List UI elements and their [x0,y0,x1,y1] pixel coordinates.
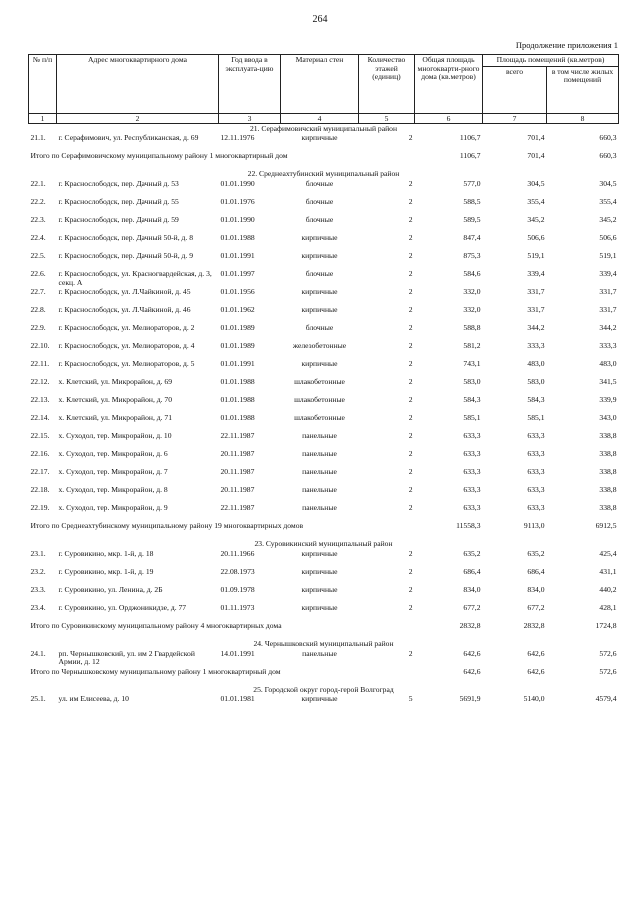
cell-all-area: 642,6 [527,648,545,658]
cell-material: шлакобетонные [294,413,345,423]
cell-residential-area: 572,6 [599,648,617,658]
cell-year: 01.01.1988 [220,377,255,387]
cell-residential-area: 344,2 [599,323,617,333]
cell-floors: 2 [408,359,413,369]
cell-all-area: 339,4 [527,269,545,279]
cell-residential-area: 572,6 [599,666,617,676]
cell-material: блочные [305,269,334,279]
cell-total-area: 332,0 [463,287,481,297]
cell-address: г. Краснослободск, ул. Мелиораторов, д. 4 [58,341,195,351]
cell-material: кирпичные [301,566,338,576]
table-row [29,216,619,234]
table-row [29,378,619,396]
cell-num: 22.12. [30,377,50,387]
cell-material: железобетонные [292,341,347,351]
cell-total-area: 633,3 [463,503,481,513]
cell-all-area: 686,4 [527,566,545,576]
cell-year: 20.11.1966 [220,548,255,558]
cell-year: 01.01.1990 [220,215,255,225]
header-residential: в том числе жилых помещений [547,66,619,113]
cell-residential-area: 331,7 [599,287,617,297]
cell-num: 22.2. [30,197,46,207]
cell-residential-area: 338,8 [599,485,617,495]
table-row [29,306,619,324]
cell-residential-area: 304,5 [599,179,617,189]
cell-floors: 2 [408,179,413,189]
table-row [29,432,619,450]
cell-residential-area: 660,3 [599,133,617,143]
cell-year: 12.11.1976 [220,133,255,143]
cell-material: панельные [302,485,337,495]
cell-year: 01.01.1976 [220,197,255,207]
cell-address: г. Краснослободск, ул. Мелиораторов, д. 5 [58,359,195,369]
cell-num: 22.14. [30,413,50,423]
cell-floors: 2 [408,305,413,315]
cell-num: 21.1. [30,133,46,143]
table-row [29,180,619,198]
cell-floors: 2 [408,215,413,225]
cell-floors: 2 [408,413,413,423]
cell-num: 22.11. [30,359,50,369]
cell-all-area: 834,0 [527,584,545,594]
district-heading: 21. Серафимовичский муниципальный район [249,123,398,133]
cell-total-area: 635,2 [463,548,481,558]
header-address: Адрес многоквартирного дома [57,55,219,114]
table-row [29,134,619,152]
cell-material: кирпичные [301,694,338,704]
cell-all-area: 345,2 [527,215,545,225]
page-number: 264 [312,14,328,25]
cell-total-area: 633,3 [463,431,481,441]
cell-year: 01.01.1990 [220,179,255,189]
table-row [29,270,619,288]
cell-year: 01.01.1997 [220,269,255,279]
cell-all-area: 701,4 [527,133,545,143]
table-row [29,324,619,342]
cell-all-area: 701,4 [527,151,545,161]
cell-num: 23.4. [30,602,46,612]
cell-address: х. Суходол, тер. Микрорайон, д. 7 [58,467,168,477]
cell-num: 22.18. [30,485,50,495]
cell-num: 22.19. [30,503,50,513]
cell-total-area: 5691,9 [459,694,481,704]
cell-year: 01.11.1973 [220,602,255,612]
table-row [29,234,619,252]
cell-residential-area: 338,8 [599,467,617,477]
subtotal-row [29,522,619,539]
cell-total-area: 577,0 [463,179,481,189]
table-row [29,486,619,504]
cell-address: х. Суходол, тер. Микрорайон, д. 6 [58,449,168,459]
cell-floors: 2 [408,251,413,261]
cell-num: 22.17. [30,467,50,477]
col-number: 1 [29,113,57,123]
cell-floors: 2 [408,449,413,459]
header-premises-area: Площадь помещений (кв.метров) [483,55,619,67]
cell-material: панельные [302,449,337,459]
cell-floors: 2 [408,584,413,594]
cell-material: блочные [305,197,334,207]
col-number: 7 [483,113,547,123]
cell-year: 22.11.1987 [220,503,255,513]
cell-all-area: 677,2 [527,602,545,612]
cell-address: г. Суровикино, ул. Ленина, д. 2Б [58,584,163,594]
table-row [29,396,619,414]
col-number: 4 [281,113,359,123]
cell-total-area: 11558,3 [456,521,481,531]
cell-num: 23.1. [30,548,46,558]
cell-all-area: 483,0 [527,359,545,369]
cell-material: блочные [305,323,334,333]
subtotal-label: Итого по Среднеахтубинскому муниципальному району 19 многоквартирных домов [30,521,304,531]
cell-address: г. Краснослободск, ул. Л.Чайкиной, д. 46 [58,305,191,315]
cell-total-area: 677,2 [463,602,481,612]
cell-address: г. Суровикино, мкр. 1-й, д. 18 [58,548,154,558]
cell-total-area: 642,6 [463,666,481,676]
cell-residential-area: 345,2 [599,215,617,225]
cell-year: 01.01.1989 [220,323,255,333]
cell-all-area: 633,3 [527,467,545,477]
cell-address: х. Суходол, тер. Микрорайон, д. 10 [58,431,172,441]
table-body [29,123,619,713]
cell-year: 22.11.1987 [220,431,255,441]
cell-address: г. Краснослободск, ул. Красногвардейская, д. 3, секц. А [58,269,212,287]
cell-material: кирпичные [301,359,338,369]
header-material: Материал стен [281,55,359,114]
cell-num: 25.1. [30,694,46,704]
cell-residential-area: 338,8 [599,431,617,441]
cell-year: 20.11.1987 [220,449,255,459]
table-row [29,604,619,622]
cell-address: г. Краснослободск, пер. Дачный д. 53 [58,179,179,189]
cell-material: кирпичные [301,602,338,612]
cell-material: панельные [302,503,337,513]
header-num: № п/п [29,55,57,114]
cell-material: кирпичные [301,233,338,243]
cell-material: кирпичные [301,584,338,594]
cell-floors: 2 [408,133,413,143]
cell-all-area: 584,3 [527,395,545,405]
cell-floors [359,522,415,539]
cell-residential-area: 339,9 [599,395,617,405]
cell-floors [359,668,415,685]
cell-address: г. Краснослободск, ул. Мелиораторов, д. 2 [58,323,195,333]
district-heading: 23. Суровикинский муниципальный район [254,539,393,549]
cell-year: 01.01.1962 [220,305,255,315]
cell-total-area: 633,3 [463,485,481,495]
cell-residential-area: 428,1 [599,602,617,612]
cell-material: кирпичные [301,548,338,558]
cell-year: 01.01.1988 [220,395,255,405]
cell-all-area: 633,3 [527,485,545,495]
cell-total-area: 581,2 [463,341,481,351]
cell-address: рп. Чернышковский, ул. им 2 Гвардейской Армии, д. 12 [58,648,195,667]
district-heading-row [29,639,619,650]
cell-material: блочные [305,215,334,225]
table-row [29,504,619,522]
cell-material: кирпичные [301,251,338,261]
cell-total-area: 589,5 [463,215,481,225]
cell-floors: 2 [408,431,413,441]
cell-material: шлакобетонные [294,395,345,405]
subtotal-label: Итого по Чернышковскому муниципальному району 1 многоквартирный дом [30,666,281,676]
cell-all-area: 344,2 [527,323,545,333]
cell-material: панельные [302,467,337,477]
cell-year: 14.01.1991 [220,648,255,658]
table-row [29,252,619,270]
housing-table [28,54,619,713]
cell-residential-area: 331,7 [599,305,617,315]
cell-all-area: 633,3 [527,449,545,459]
cell-material: блочные [305,179,334,189]
cell-total-area: 847,4 [463,233,481,243]
cell-residential-area: 6912,5 [595,521,617,531]
cell-total-area: 588,8 [463,323,481,333]
cell-all-area: 633,3 [527,503,545,513]
cell-residential-area: 425,4 [599,548,617,558]
header-total-area: Общая площадь многокварти-рного дома (кв.метров) [415,55,483,114]
cell-all-area: 355,4 [527,197,545,207]
cell-total-area: 332,0 [463,305,481,315]
cell-address: г. Краснослободск, пер. Дачный д. 55 [58,197,179,207]
cell-total-area: 585,1 [463,413,481,423]
cell-address: х. Клетский, ул. Микрорайон, д. 69 [58,377,173,387]
cell-floors: 2 [408,602,413,612]
cell-total-area: 875,3 [463,251,481,261]
cell-num: 23.3. [30,584,46,594]
cell-all-area: 519,1 [527,251,545,261]
cell-residential-area: 343,0 [599,413,617,423]
cell-address: г. Краснослободск, ул. Л.Чайкиной, д. 45 [58,287,191,297]
cell-floors: 2 [408,341,413,351]
col-number: 6 [415,113,483,123]
cell-total-area: 743,1 [463,359,481,369]
cell-floors: 2 [408,548,413,558]
table-row [29,550,619,568]
cell-residential-area: 338,8 [599,449,617,459]
table-row [29,450,619,468]
cell-material: кирпичные [301,133,338,143]
cell-year: 01.01.1988 [220,233,255,243]
cell-year: 01.09.1978 [220,584,255,594]
cell-num: 22.10. [30,341,50,351]
cell-num: 23.2. [30,566,46,576]
table-row [29,650,619,668]
cell-floors: 2 [408,197,413,207]
col-number: 3 [219,113,281,123]
cell-all-area: 5140,0 [523,694,545,704]
cell-year: 01.01.1991 [220,251,255,261]
cell-total-area: 584,3 [463,395,481,405]
col-number: 2 [57,113,219,123]
cell-floors: 2 [408,467,413,477]
subtotal-row [29,152,619,169]
cell-floors: 2 [408,566,413,576]
col-number: 8 [547,113,619,123]
cell-residential-area: 338,8 [599,503,617,513]
cell-num: 22.1. [30,179,46,189]
cell-floors: 2 [408,503,413,513]
cell-floors: 2 [408,485,413,495]
continuation-note: Продолжение приложения 1 [515,40,618,50]
table-row [29,414,619,432]
cell-material: шлакобетонные [294,377,345,387]
cell-floors: 2 [408,395,413,405]
district-heading: 24. Чернышковский муниципальный район [253,638,394,648]
cell-material: панельные [302,431,337,441]
cell-floors [359,622,415,639]
header-floors: Количество этажей (единиц) [359,55,415,114]
table-row [29,342,619,360]
cell-material: кирпичные [301,305,338,315]
cell-address: г. Суровикино, ул. Орджоникидзе, д. 77 [58,602,187,612]
cell-all-area: 331,7 [527,287,545,297]
cell-address: г. Краснослободск, пер. Дачный 50-й, д. 9 [58,251,193,261]
cell-floors: 2 [408,269,413,279]
cell-total-area: 633,3 [463,449,481,459]
cell-all-area: 506,6 [527,233,545,243]
cell-year: 01.01.1988 [220,413,255,423]
cell-address: г. Краснослободск, пер. Дачный 50-й, д. 8 [58,233,193,243]
cell-all-area: 633,3 [527,431,545,441]
cell-num: 22.3. [30,215,46,225]
cell-all-area: 635,2 [527,548,545,558]
cell-address: х. Клетский, ул. Микрорайон, д. 71 [58,413,173,423]
table-row [29,198,619,216]
cell-address: ул. им Елисеева, д. 10 [58,694,129,704]
table-row [29,360,619,378]
cell-total-area: 588,5 [463,197,481,207]
cell-num: 22.4. [30,233,46,243]
cell-num: 22.16. [30,449,50,459]
cell-total-area: 584,6 [463,269,481,279]
cell-residential-area: 341,5 [599,377,617,387]
cell-total-area: 583,0 [463,377,481,387]
cell-material: панельные [302,648,337,658]
col-number: 5 [359,113,415,123]
cell-all-area: 642,6 [527,666,545,676]
cell-total-area: 834,0 [463,584,481,594]
cell-total-area: 1106,7 [459,151,481,161]
cell-residential-area: 483,0 [599,359,617,369]
subtotal-row [29,622,619,639]
district-heading: 22. Среднеахтубинский муниципальный район [247,169,400,179]
cell-total-area: 633,3 [463,467,481,477]
table-row [29,288,619,306]
cell-num: 24.1. [30,648,46,658]
cell-address: х. Клетский, ул. Микрорайон, д. 70 [58,395,173,405]
subtotal-label: Итого по Суровикинскому муниципальному району 4 многоквартирных дома [30,620,282,630]
cell-residential-area: 660,3 [599,151,617,161]
cell-num: 22.7. [30,287,46,297]
cell-address: х. Суходол, тер. Микрорайон, д. 9 [58,503,168,513]
header-year: Год ввода в эксплуата-цию [219,55,281,114]
cell-residential-area: 440,2 [599,584,617,594]
cell-residential-area: 519,1 [599,251,617,261]
table-row [29,586,619,604]
cell-year: 01.01.1989 [220,341,255,351]
header-all: всего [483,66,547,113]
cell-floors: 2 [408,648,413,658]
cell-residential-area: 431,1 [599,566,617,576]
cell-all-area: 585,1 [527,413,545,423]
cell-residential-area: 4579,4 [595,694,617,704]
cell-address: г. Суровикино, мкр. 1-й, д. 19 [58,566,154,576]
cell-total-area: 2832,8 [459,620,481,630]
cell-residential-area: 333,3 [599,341,617,351]
cell-num: 22.15. [30,431,50,441]
cell-num: 22.8. [30,305,46,315]
cell-total-area: 1106,7 [459,133,481,143]
cell-year: 01.01.1956 [220,287,255,297]
cell-residential-area: 506,6 [599,233,617,243]
cell-floors: 2 [408,287,413,297]
cell-residential-area: 355,4 [599,197,617,207]
cell-floors: 2 [408,323,413,333]
cell-year: 22.08.1973 [220,566,255,576]
cell-year: 01.01.1981 [220,694,255,704]
cell-year: 01.01.1991 [220,359,255,369]
cell-residential-area: 339,4 [599,269,617,279]
cell-all-area: 9113,0 [523,521,545,531]
district-heading: 25. Городской округ город-герой Волгоград [253,684,394,694]
cell-num: 22.6. [30,269,46,279]
cell-address: г. Краснослободск, пер. Дачный д. 59 [58,215,179,225]
cell-year: 20.11.1987 [220,467,255,477]
cell-all-area: 333,3 [527,341,545,351]
cell-residential-area: 1724,8 [595,620,617,630]
cell-all-area: 331,7 [527,305,545,315]
cell-num: 22.9. [30,323,46,333]
cell-year: 20.11.1987 [220,485,255,495]
table-row [29,695,619,713]
table-row [29,468,619,486]
cell-total-area: 686,4 [463,566,481,576]
cell-all-area: 304,5 [527,179,545,189]
cell-floors [359,152,415,169]
cell-total-area: 642,6 [463,648,481,658]
table-row [29,568,619,586]
cell-all-area: 583,0 [527,377,545,387]
cell-address: г. Серафимович, ул. Республиканская, д. 69 [58,133,199,143]
cell-material: кирпичные [301,287,338,297]
cell-floors: 2 [408,377,413,387]
cell-address: х. Суходол, тер. Микрорайон, д. 8 [58,485,168,495]
table-header [29,55,619,124]
cell-num: 22.5. [30,251,46,261]
cell-floors: 5 [408,694,413,704]
subtotal-row [29,668,619,685]
cell-floors: 2 [408,233,413,243]
cell-num: 22.13. [30,395,50,405]
cell-all-area: 2832,8 [523,620,545,630]
subtotal-label: Итого по Серафимовичскому муниципальному району 1 многоквартирный дом [30,151,288,161]
